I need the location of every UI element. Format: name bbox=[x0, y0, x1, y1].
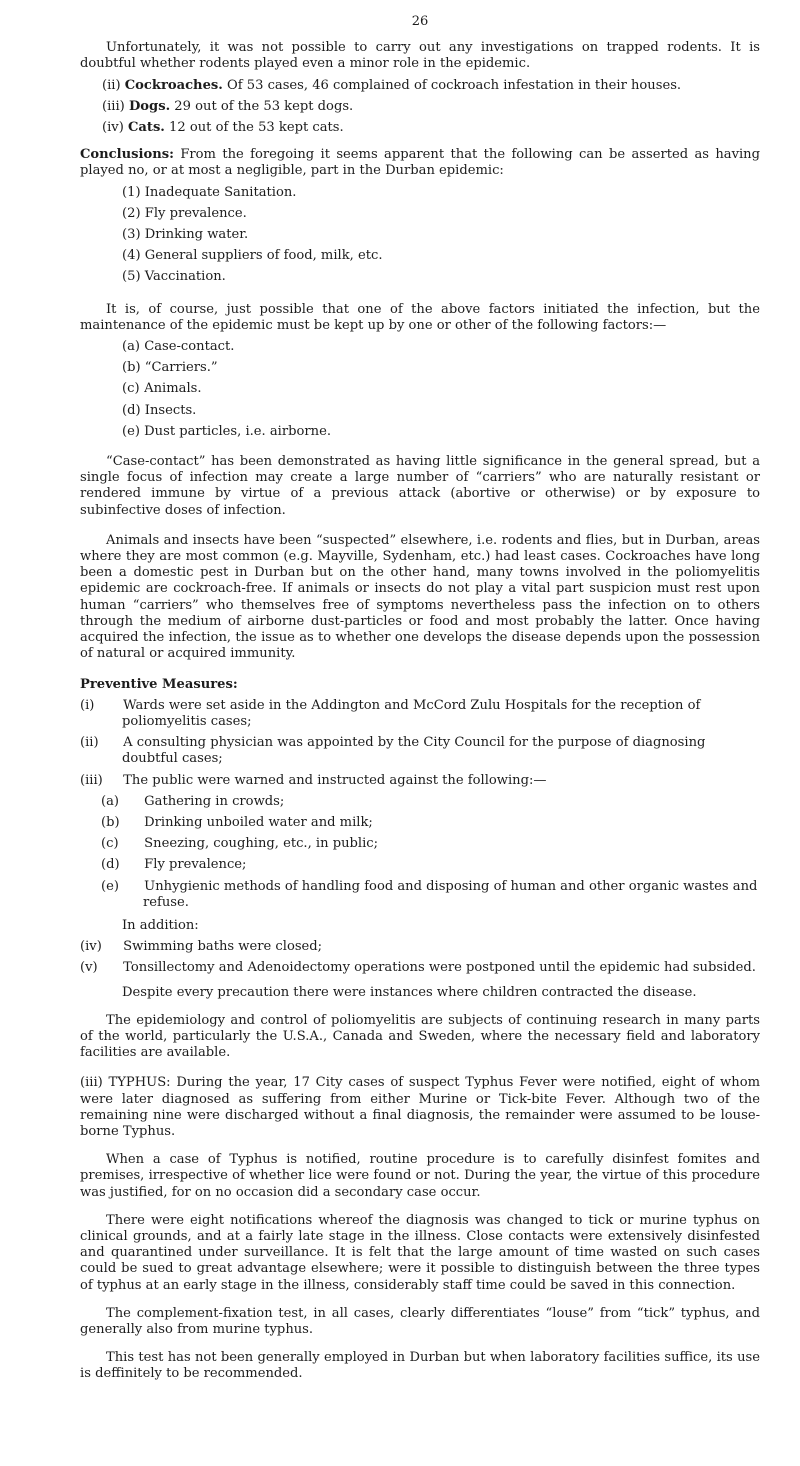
paragraph-test-recommendation: This test has not been generally employed in Durban but when laboratory facilities suffice, its use is deffinitely to be recommended. bbox=[80, 1350, 760, 1382]
in-addition-label: In addition: bbox=[122, 917, 199, 933]
paragraph-despite: Despite every precaution there were instances where children contracted the disease. bbox=[122, 984, 697, 1000]
list-item: (5) Vaccination. bbox=[122, 269, 226, 285]
list-item: (b) “Carriers.” bbox=[122, 360, 218, 376]
list-item: (2) Fly prevalence. bbox=[122, 205, 247, 221]
list-item: (d) Insects. bbox=[122, 402, 197, 418]
list-item: (iii) The public were warned and instructed against the following:— bbox=[80, 772, 547, 788]
addition-list bbox=[80, 939, 760, 976]
conclusions-label: Conclusions: bbox=[80, 147, 174, 163]
animals-list bbox=[80, 78, 760, 137]
list-item: (iv) Swimming baths were closed; bbox=[80, 939, 323, 955]
paragraph-routine-procedure: When a case of Typhus is notified, routine procedure is to carefully disinfest fomites and premises, irrespective of whether lice were found or not. During the year, the virtue of this procedure was justified, for on no occasion did a secondary case occur. bbox=[80, 1152, 760, 1200]
paragraph-epidemiology: The epidemiology and control of poliomyelitis are subjects of continuing research in many parts of the world, particularly the U.S.A., Canada and Sweden, where the necessary field and laboratory facilities are available. bbox=[80, 1012, 760, 1061]
list-item: (c) Animals. bbox=[122, 381, 202, 397]
list-item: (b) Drinking unboiled water and milk; bbox=[101, 814, 373, 830]
list-item: (3) Drinking water. bbox=[122, 227, 249, 243]
paragraph-animals-insects: Animals and insects have been “suspected” elsewhere, i.e. rodents and flies, but in Durban, areas where they are most common (e.g. Mayville, Sydenham, etc.) had least cases. Cockroaches have long been a domestic pest in Durban but on the other hand, many towns involved in the poliomyelitis epidemic are cockroach-free. If animals or insects do not play a vital part suspicion must rest upon human “carriers” who themselves free of symptoms nevertheless pass the infection on to others through the medium of airborne dust-particles or food and most probably the latter. Once having acquired the infection, the issue as to whether one develops the disease depends upon the possession of natural or acquired immunity. bbox=[80, 532, 760, 662]
list-item: (e) Dust particles, i.e. airborne. bbox=[122, 423, 332, 439]
list-item: (iii) Dogs. 29 out of the 53 kept dogs. bbox=[102, 98, 354, 114]
list-item: (c) Sneezing, coughing, etc., in public; bbox=[101, 836, 379, 852]
warned-against-list bbox=[80, 794, 760, 911]
list-item: (iv) Cats. 12 out of the 53 kept cats. bbox=[102, 120, 344, 136]
conclusions-list bbox=[80, 185, 760, 286]
paragraph-factors: It is, of course, just possible that one of the above factors initiated the infection, but the maintenance of the epidemic must be kept up by one or other of the following factors:— bbox=[80, 301, 760, 333]
list-item: (i) Wards were set aside in the Addington and McCord Zulu Hospitals for the reception of poliomyelitis cases; bbox=[80, 697, 701, 729]
paragraph-trapped-rodents: Unfortunately, it was not possible to carry out any investigations on trapped rodents. It is doubtful whether rodents played even a minor role in the epidemic. bbox=[80, 40, 760, 72]
list-item: (ii) Cockroaches. Of 53 cases, 46 complained of cockroach infestation in their houses. bbox=[102, 77, 682, 93]
list-item: (1) Inadequate Sanitation. bbox=[122, 184, 297, 200]
preventive-measures-heading: Preventive Measures: bbox=[80, 676, 238, 692]
paragraph-complement-fixation: The complement-fixation test, in all cases, clearly differentiates “louse” from “tick” typhus, and generally also from murine typhus. bbox=[80, 1305, 760, 1337]
list-item: (a) Case-contact. bbox=[122, 339, 235, 355]
preventive-list bbox=[80, 698, 760, 789]
document-page bbox=[80, 14, 760, 1383]
list-item: (v) Tonsillectomy and Adenoidectomy operations were postponed until the epidemic had subsided. bbox=[80, 960, 756, 976]
list-item: (e) Unhygienic methods of handling food and disposing of human and other organic wastes and refuse. bbox=[101, 878, 758, 910]
list-item: (ii) A consulting physician was appointed by the City Council for the purpose of diagnosing doubtful cases; bbox=[80, 735, 706, 767]
paragraph-eight-notifications: There were eight notifications whereof the diagnosis was changed to tick or murine typhus on clinical grounds, and at a fairly late stage in the illness. Close contacts were extensively disinfested and quarantined under surveillance. It is felt that the large amount of time wasted on such cases could be sued to great advantage elsewhere; were it possible to distinguish between the three types of typhus at an early stage in the illness, considerably staff time could be saved in this connection. bbox=[80, 1212, 760, 1293]
conclusions-paragraph: Conclusions: From the foregoing it seems apparent that the following can be asserted as having played no, or at most a negligible, part in the Durban epidemic: bbox=[80, 147, 760, 179]
list-item: (a) Gathering in crowds; bbox=[101, 793, 285, 809]
page-number: 26 bbox=[411, 14, 429, 29]
list-item: (4) General suppliers of food, milk, etc. bbox=[122, 248, 383, 264]
list-item: (d) Fly prevalence; bbox=[101, 857, 247, 873]
paragraph-typhus: (iii) TYPHUS: During the year, 17 City cases of suspect Typhus Fever were notified, eight of whom were later diagnosed as suffering from either Murine or Tick-bite Fever. Although two of the remaining nine were discharged without a final diagnosis, the remainder were assumed to be louse-borne Typhus. bbox=[80, 1075, 760, 1139]
factors-list bbox=[80, 339, 760, 440]
paragraph-case-contact: “Case-contact” has been demonstrated as having little significance in the general spread, but a single focus of infection may create a large number of “carriers” who are naturally resistant or rendered immune by virtue of a previous attack (abortive or otherwise) or by exposure to subinfective doses of infection. bbox=[80, 454, 760, 518]
